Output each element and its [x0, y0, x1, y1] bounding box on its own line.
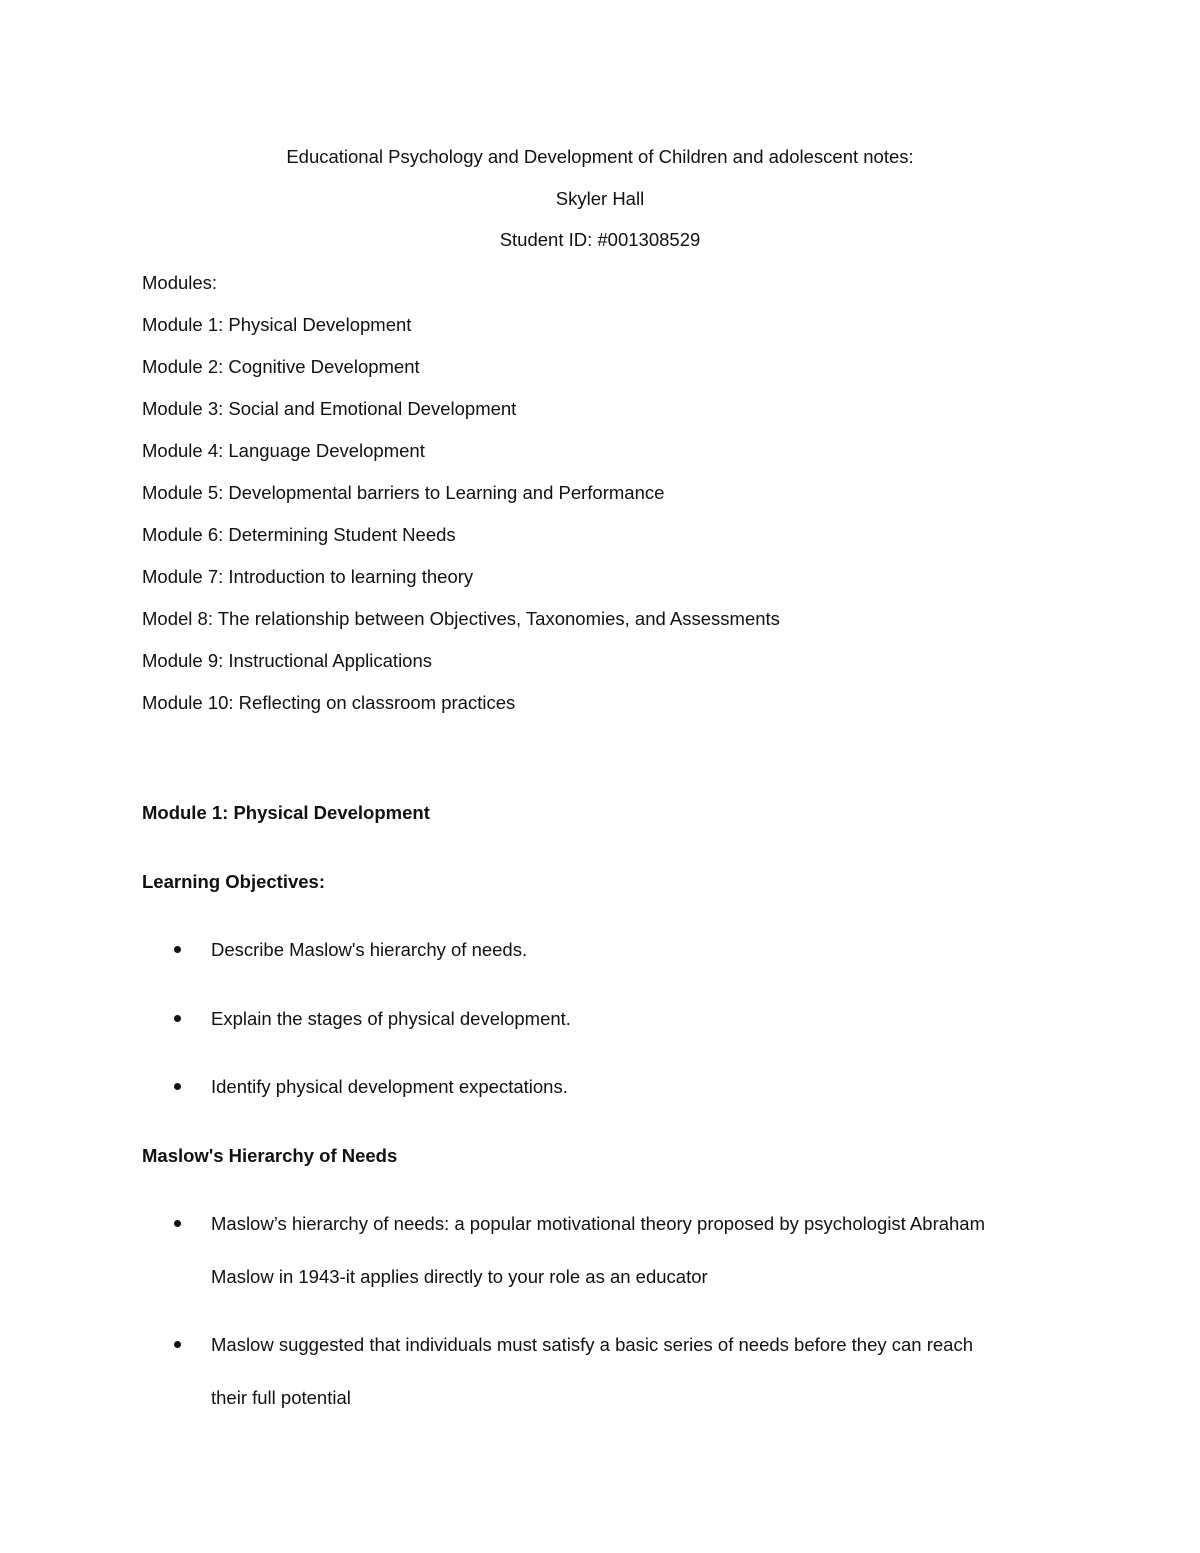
paragraph-bullet-line: their full potential	[211, 1387, 351, 1408]
objective-item: Describe Maslow's hierarchy of needs.	[211, 939, 528, 960]
module-list-item: Module 6: Determining Student Needs	[142, 524, 456, 545]
module-list-item: Module 10: Reflecting on classroom practices	[142, 692, 516, 713]
module-list-item: Module 2: Cognitive Development	[142, 356, 420, 377]
section-heading-module-1: Module 1: Physical Development	[142, 802, 430, 823]
student-id: Student ID: #001308529	[499, 229, 701, 250]
paragraph-bullet-line: Maslow in 1943-it applies directly to your role as an educator	[211, 1266, 708, 1287]
learning-objectives-heading: Learning Objectives:	[142, 871, 325, 892]
bullet-icon	[174, 1015, 181, 1022]
modules-heading: Modules:	[142, 272, 218, 293]
module-list-item: Module 7: Introduction to learning theory	[142, 566, 474, 587]
bullet-icon	[174, 1341, 181, 1348]
bullet-icon	[174, 946, 181, 953]
module-list-item: Module 4: Language Development	[142, 440, 425, 461]
module-list-item: Module 9: Instructional Applications	[142, 650, 433, 671]
section-heading-maslow: Maslow's Hierarchy of Needs	[142, 1145, 398, 1166]
objective-item: Identify physical development expectations.	[211, 1076, 568, 1097]
module-list-item: Module 3: Social and Emotional Development	[142, 398, 517, 419]
bullet-icon	[174, 1083, 181, 1090]
paragraph-bullet-line: Maslow’s hierarchy of needs: a popular motivational theory proposed by psychologist Abraham	[211, 1213, 986, 1234]
bullet-icon	[174, 1220, 181, 1227]
module-list-item: Module 5: Developmental barriers to Learning and Performance	[142, 482, 665, 503]
paragraph-bullet-line: Maslow suggested that individuals must satisfy a basic series of needs before they can reach	[211, 1334, 973, 1355]
objective-item: Explain the stages of physical development.	[211, 1008, 571, 1029]
module-list-item: Module 1: Physical Development	[142, 314, 412, 335]
author-name: Skyler Hall	[555, 188, 645, 209]
document-title: Educational Psychology and Development of Children and adolescent notes:	[286, 146, 914, 167]
module-list-item: Model 8: The relationship between Objectives, Taxonomies, and Assessments	[142, 608, 780, 629]
